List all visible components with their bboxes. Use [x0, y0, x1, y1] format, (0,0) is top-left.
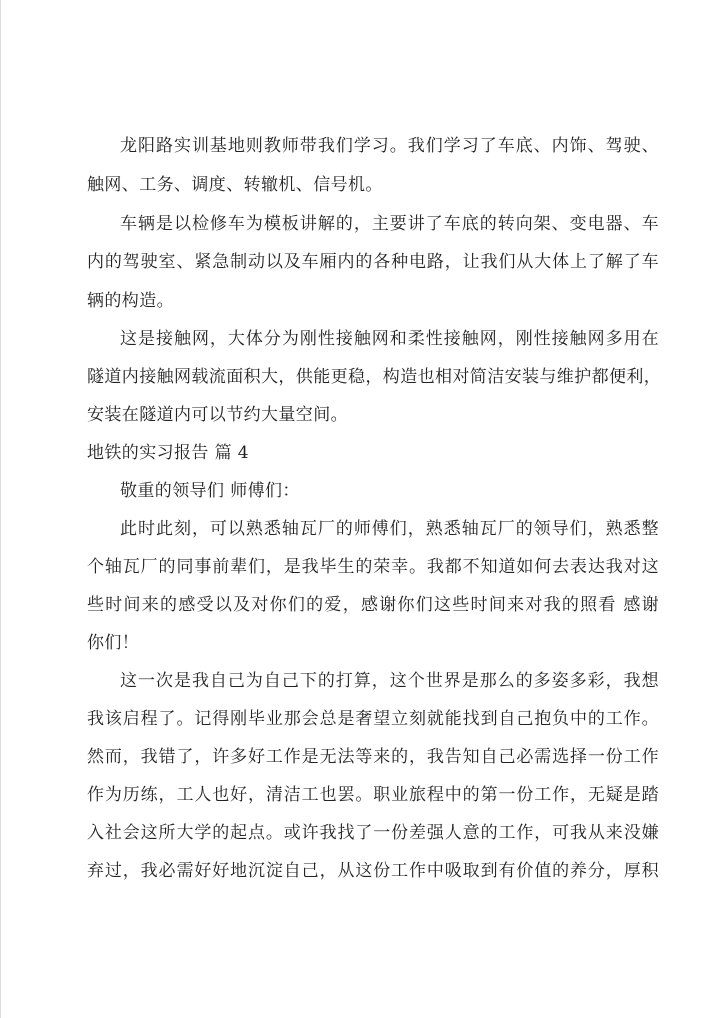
paragraph-4-line-3: 些时间来的感受以及对你们的爱，感谢你们这些时间来对我的照看 感谢 — [87, 595, 659, 615]
paragraph-5-line-3: 然而，我错了，许多好工作是无法等来的，我告知自己必需选择一份工作 — [87, 747, 659, 767]
paragraph-5-line-1: 这一次是我自己为自己下的打算，这个世界是那么的多姿多彩，我想 — [120, 671, 659, 691]
paragraph-5-line-5: 入社会这所大学的起点。或许我找了一份差强人意的工作，可我从来没嫌 — [87, 823, 659, 843]
paragraph-5-line-4: 作为历练，工人也好，清洁工也罢。职业旅程中的第一份工作，无疑是踏 — [87, 785, 659, 805]
paragraph-2-line-3: 辆的构造。 — [87, 291, 174, 311]
paragraph-5-line-2: 我该启程了。记得刚毕业那会总是奢望立刻就能找到自己抱负中的工作。 — [87, 709, 659, 729]
paragraph-2-line-2: 内的驾驶室、紧急制动以及车厢内的各种电路，让我们从大体上了解了车 — [87, 252, 659, 272]
paragraph-3-line-2: 隧道内接触网载流面积大，供能更稳，构造也相对简洁安装与维护都便利， — [87, 367, 662, 387]
paragraph-1-line-1: 龙阳路实训基地则教师带我们学习。我们学习了车底、内饰、驾驶、 — [120, 136, 659, 156]
paragraph-3-line-3: 安装在隧道内可以节约大量空间。 — [87, 405, 348, 425]
paragraph-3-line-1: 这是接触网，大体分为刚性接触网和柔性接触网，刚性接触网多用在 — [120, 329, 659, 349]
paragraph-4-line-2: 个轴瓦厂的同事前辈们，是我毕生的荣幸。我都不知道如何去表达我对这 — [87, 557, 659, 577]
paragraph-4-line-1: 此时此刻，可以熟悉轴瓦厂的师傅们，熟悉轴瓦厂的领导们，熟悉整 — [120, 519, 659, 539]
paragraph-1-line-2: 触网、工务、调度、转辙机、信号机。 — [87, 175, 383, 195]
paragraph-2-line-1: 车辆是以检修车为模板讲解的，主要讲了车底的转向架、变电器、车 — [120, 214, 659, 234]
section-heading: 地铁的实习报告 篇 4 — [87, 443, 250, 463]
salutation: 敬重的领导们 师傅们： — [120, 481, 300, 501]
paragraph-5-line-6: 弃过，我必需好好地沉淀自己，从这份工作中吸取到有价值的养分，厚积 — [87, 861, 659, 881]
paragraph-4-line-4: 你们！ — [87, 633, 140, 653]
